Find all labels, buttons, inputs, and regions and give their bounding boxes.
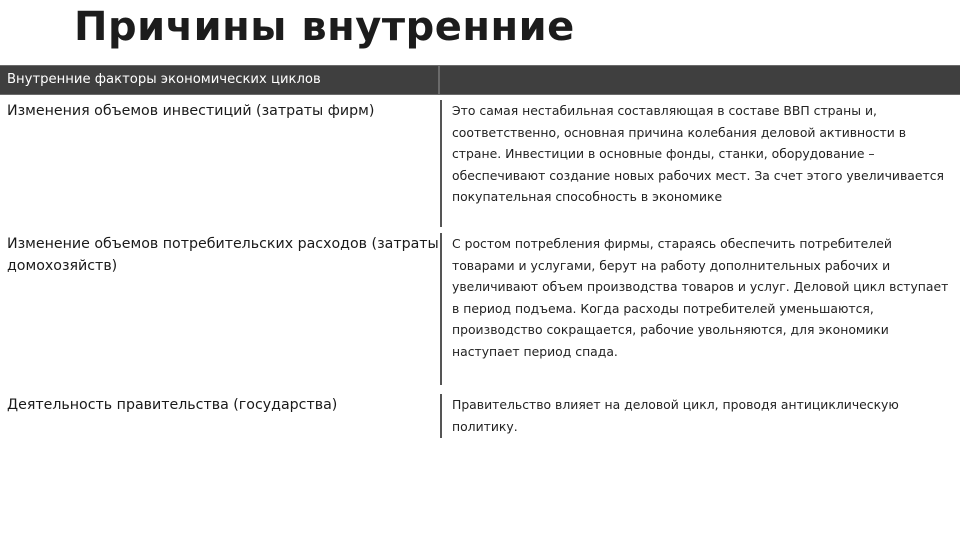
table-header-factors: Внутренние факторы экономических циклов [0,66,440,94]
table-row [0,394,960,438]
table-header-row [0,65,960,95]
factor-name: Изменение объемов потребительских расходов (затраты домохозяйств) [7,236,439,274]
factors-table [0,65,960,438]
table-row [0,233,960,385]
table-header-description [440,66,960,94]
factor-description: С ростом потребления фирмы, стараясь обеспечить потребителей товарами и услугами, берут на работу дополнительных рабочих и увеличивают объем производства товаров и услуг. Деловой цикл вступает в период подъема. Когда расходы потребителей уменьшаются, производство сокращается, рабочие увольняются, для экономики наступает период спада. [440,233,955,385]
factor-name: Изменения объемов инвестиций (затраты фирм) [7,103,375,119]
factor-description: Правительство влияет на деловой цикл, проводя антициклическую политику. [440,394,955,438]
factor-description: Это самая нестабильная составляющая в составе ВВП страны и, соответственно, основная причина колебания деловой активности в стране. Инвестиции в основные фонды, станки, оборудование – обеспечивают создание новых рабочих мест. За счет этого увеличивается покупательная способность в экономике [440,100,955,227]
factor-name: Деятельность правительства (государства) [7,397,338,413]
table-row [0,100,960,227]
slide-title: Причины внутренние [74,4,575,50]
